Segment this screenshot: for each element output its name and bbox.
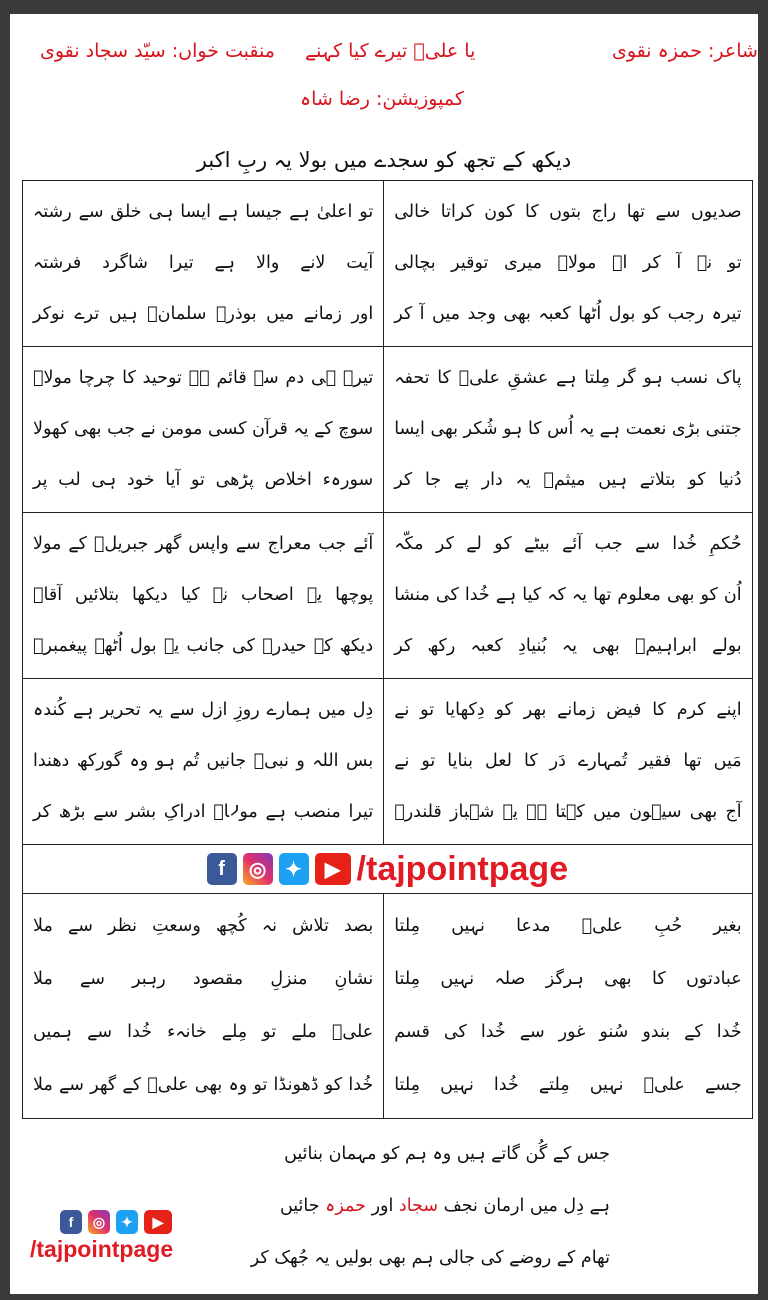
lyric-line: عبادتوں کا بھی ہرگز صلہ نہیں مِلتا <box>394 969 742 989</box>
lyrics-table <box>22 180 753 1119</box>
instagram-icon[interactable]: ◎ <box>88 1210 110 1234</box>
social-cell <box>23 845 753 894</box>
lyric-line: دِل میں ہمارے روزِ ازل سے یہ تحریر ہے کُندہ <box>33 700 374 720</box>
table-row <box>23 513 753 679</box>
instagram-icon[interactable]: ◎ <box>243 853 273 885</box>
outro-text: اور <box>371 1196 394 1216</box>
lyric-line: دیکھ کے حیدرؑ کی جانب یہ بول اُٹھے پیغمبرؐ <box>33 636 374 656</box>
facebook-icon[interactable]: f <box>207 853 237 885</box>
youtube-icon[interactable]: ▶ <box>144 1210 172 1234</box>
youtube-icon[interactable]: ▶ <box>315 853 351 885</box>
table-row <box>23 679 753 845</box>
lyric-line: پوچھا یہ اصحاب نے کیا دیکھا بتلائیں آقاؐ <box>33 585 374 605</box>
lyric-line: تو اعلیٰ ہے جیسا ہے ایسا ہی خلق سے رشتہ <box>33 202 374 222</box>
composition-credit: کمپوزیشن: رضا شاہ <box>300 88 464 110</box>
twitter-icon[interactable]: ✦ <box>279 853 309 885</box>
lyric-line: خُدا کے بندو سُنو غور سے خُدا کی قسم <box>394 1022 742 1042</box>
social-handle[interactable]: /tajpointpage <box>356 849 569 888</box>
facebook-icon[interactable]: f <box>60 1210 82 1234</box>
outro-text: جائیں <box>279 1196 320 1216</box>
outro-line <box>160 1180 610 1232</box>
stanza-left <box>23 347 384 513</box>
lyric-line: بولے ابراہیمؑ بھی یہ بُنیادِ کعبہ رکھ کر <box>394 636 742 656</box>
stanza-right <box>384 679 752 845</box>
name-highlight: حمزہ <box>325 1196 366 1216</box>
lyric-line: جسے علیؑ نہیں مِلتے خُدا نہیں مِلتا <box>394 1075 742 1095</box>
lyric-line: بصد تلاش نہ کُچھ وسعتِ نظر سے ملا <box>33 916 374 936</box>
lyric-line: بغیر حُبِ علیؑ مدعا نہیں مِلتا <box>394 916 742 936</box>
outro-text: ہے دِل میں ارمان نجف <box>443 1196 610 1216</box>
name-highlight: سجاد <box>398 1196 439 1216</box>
poet-credit: شاعر: حمزہ نقوی <box>612 40 758 62</box>
stanza-right <box>384 513 752 679</box>
lyric-line: آئے جب معراج سے واپس گھر جبریلؑ کے مولا <box>33 534 374 554</box>
lyric-line: تیرے ہی دم سے قائم ہے توحید کا چرچا مولاؑ <box>33 368 374 388</box>
refrain: دیکھ کے تجھ کو سجدے میں بولا یہ ربِ اکبر <box>196 148 572 172</box>
lyric-line: جتنی بڑی نعمت ہے یہ اُس کا ہو شُکر بھی ایسا <box>394 419 742 439</box>
social-links <box>207 850 569 889</box>
table-row <box>23 347 753 513</box>
lyric-line: تیرہ رجب کو بول اُٹھا کعبہ بھی وجد میں آ کر <box>394 304 742 324</box>
twitter-icon[interactable]: ✦ <box>116 1210 138 1234</box>
lyric-line: صدیوں سے تھا راج بتوں کا کون کراتا خالی <box>394 202 742 222</box>
lyric-line: بس اللہ و نبیؐ جانیں تُم ہو وہ گورکھ دھندا <box>33 751 374 771</box>
stanza-right <box>384 181 752 347</box>
lyric-line: خُدا کو ڈھونڈا تو وہ بھی علیؑ کے گھر سے ملا <box>33 1075 374 1095</box>
outro-line: تھام کے روضے کی جالی ہم بھی بولیں یہ جُھک کر <box>250 1248 610 1268</box>
lyric-line: مَیں تھا فقیر تُمہارے دَر کا لعل بنایا تو نے <box>394 751 742 771</box>
lyric-line: نشانِ منزلِ مقصود رہبر سے ملا <box>33 969 374 989</box>
lyric-line: آیت لانے والا ہے تیرا شاگرد فرشتہ <box>33 253 374 273</box>
stanza-left <box>23 894 384 1119</box>
stanza-left <box>23 679 384 845</box>
stanza-right <box>384 347 752 513</box>
lyric-line: آج بھی سیہون میں کہتا ہے یہ شہباز قلندرؒ <box>394 802 742 822</box>
table-row <box>23 894 753 1119</box>
lyric-line: سورہء اخلاص پڑھی تو آیا خود ہی لب پر <box>33 470 374 490</box>
lyric-line: حُکمِ خُدا سے جب آئے بیٹے کو لے کر مکّہ <box>394 534 742 554</box>
lyric-line: تو نے آ کر اے مولاؑ میری توقیر بچالی <box>394 253 742 273</box>
lyric-line: اپنے کرم کا فیض زمانے بھر کو دِکھایا تو نے <box>394 700 742 720</box>
lyric-line: دُنیا کو بتلاتے ہیں میثمؒ یہ دار پے جا کر <box>394 470 742 490</box>
page-title: یا علیؑ تیرے کیا کہنے <box>305 40 476 62</box>
lyric-line: سوچ کے یہ قرآن کسی مومن نے جب بھی کھولا <box>33 419 374 439</box>
social-icons-small <box>60 1210 172 1234</box>
social-row <box>23 845 753 894</box>
reciter-credit: منقبت خواں: سیّد سجاد نقوی <box>40 40 275 62</box>
outro <box>160 1128 610 1284</box>
lyric-line: اُن کو بھی معلوم تھا یہ کہ کیا ہے خُدا کی منشا <box>394 585 742 605</box>
social-handle-small[interactable]: /tajpointpage <box>30 1236 174 1262</box>
lyric-line: تیرا منصب ہے مولاؑ ادراکِ بشر سے بڑھ کر <box>33 802 374 822</box>
stanza-right <box>384 894 752 1119</box>
lyric-line: علیؑ ملے تو مِلے خانہء خُدا سے ہمیں <box>33 1022 374 1042</box>
lyric-line: پاک نسب ہو گر مِلتا ہے عشقِ علیؑ کا تحفہ <box>394 368 742 388</box>
table-row <box>23 181 753 347</box>
stanza-left <box>23 513 384 679</box>
outro-line: جس کے گُن گاتے ہیں وہ ہم کو مہمان بنائیں <box>284 1144 610 1164</box>
stanza-left <box>23 181 384 347</box>
lyric-line: اور زمانے میں بوذرؓ سلمانؓ ہیں ترے نوکر <box>33 304 374 324</box>
